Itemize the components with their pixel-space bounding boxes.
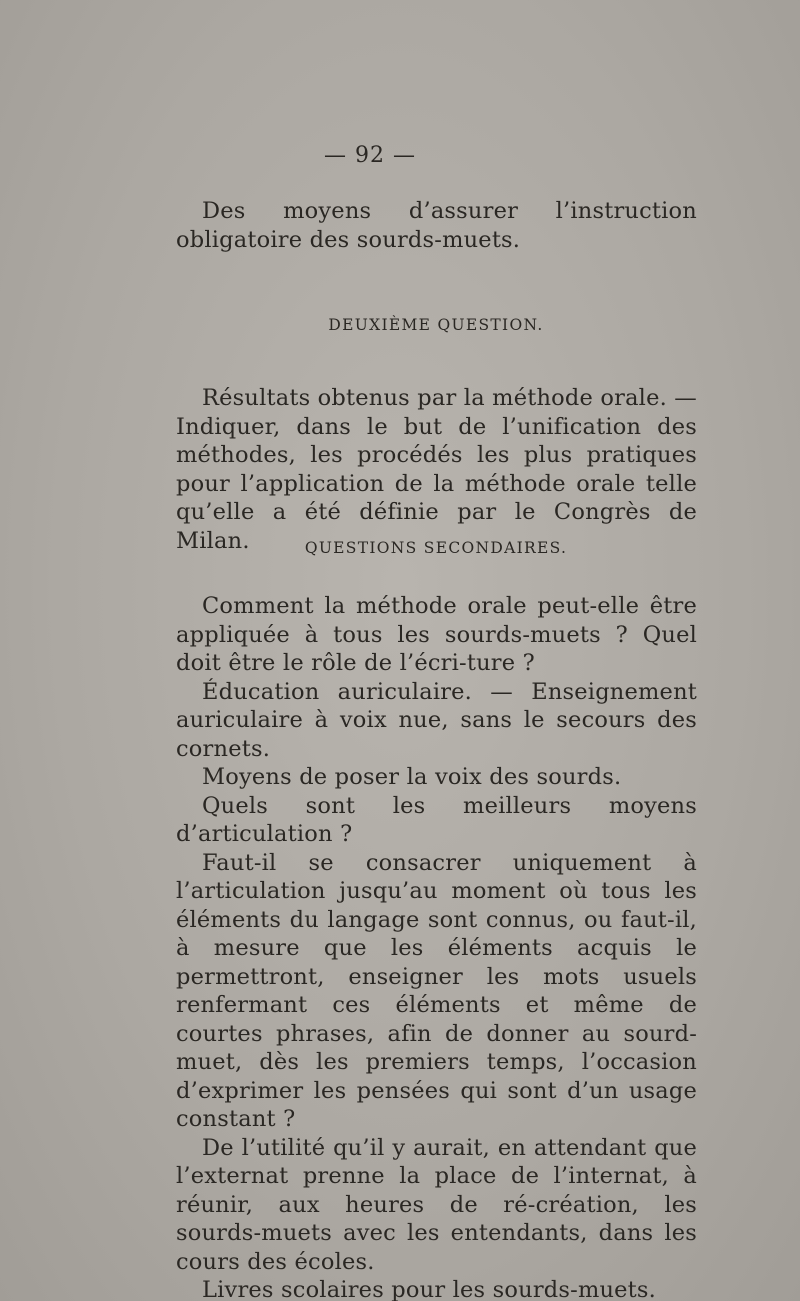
secondary-question: Faut-il se consacrer uniquement à l’articulation jusqu’au moment où tous les éléments du langage sont connus, ou faut-il, à mesure que les éléments acquis le permettront, enseigner les mots usuels renfermant ces éléments et même de courtes phrases, afin de donner au sourd-muet, dès les premiers temps, l’occasion d’exprimer les pensées qui sont d’un usage constant ? (176, 849, 697, 1132)
page-number: — 92 — (324, 143, 416, 168)
subsection-heading: QUESTIONS SECONDAIRES. (304, 539, 568, 557)
intro-text: Des moyens d’assurer l’instruction obligatoire des sourds-muets. (176, 198, 697, 253)
secondary-question: Comment la méthode orale peut-elle être appliquée à tous les sourds-muets ? Quel doit être le rôle de l’écri-ture ? (176, 593, 697, 676)
secondary-questions (176, 592, 697, 1301)
section-heading: DEUXIÈME QUESTION. (328, 316, 544, 334)
secondary-question: Moyens de poser la voix des sourds. (202, 764, 622, 790)
secondary-question: Éducation auriculaire. — Enseignement auriculaire à voix nue, sans le secours des cornets. (176, 678, 697, 762)
main-question-text: Résultats obtenus par la méthode orale. — Indiquer, dans le but de l’unification des méthodes, les procédés les plus pratiques pour l’application de la méthode orale telle qu’elle a été définie par le Congrès de Milan. (176, 385, 697, 554)
main-question-paragraph (176, 384, 697, 555)
secondary-question: Quels sont les meilleurs moyens d’articulation ? (176, 792, 697, 847)
intro-paragraph (176, 197, 697, 254)
secondary-question: De l’utilité qu’il y aurait, en attendant que l’externat prenne la place de l’internat, à réunir, aux heures de ré-création, les sourds-muets avec les entendants, dans les cours des écoles. (176, 1134, 697, 1275)
secondary-question: Livres scolaires pour les sourds-muets. (202, 1277, 657, 1301)
